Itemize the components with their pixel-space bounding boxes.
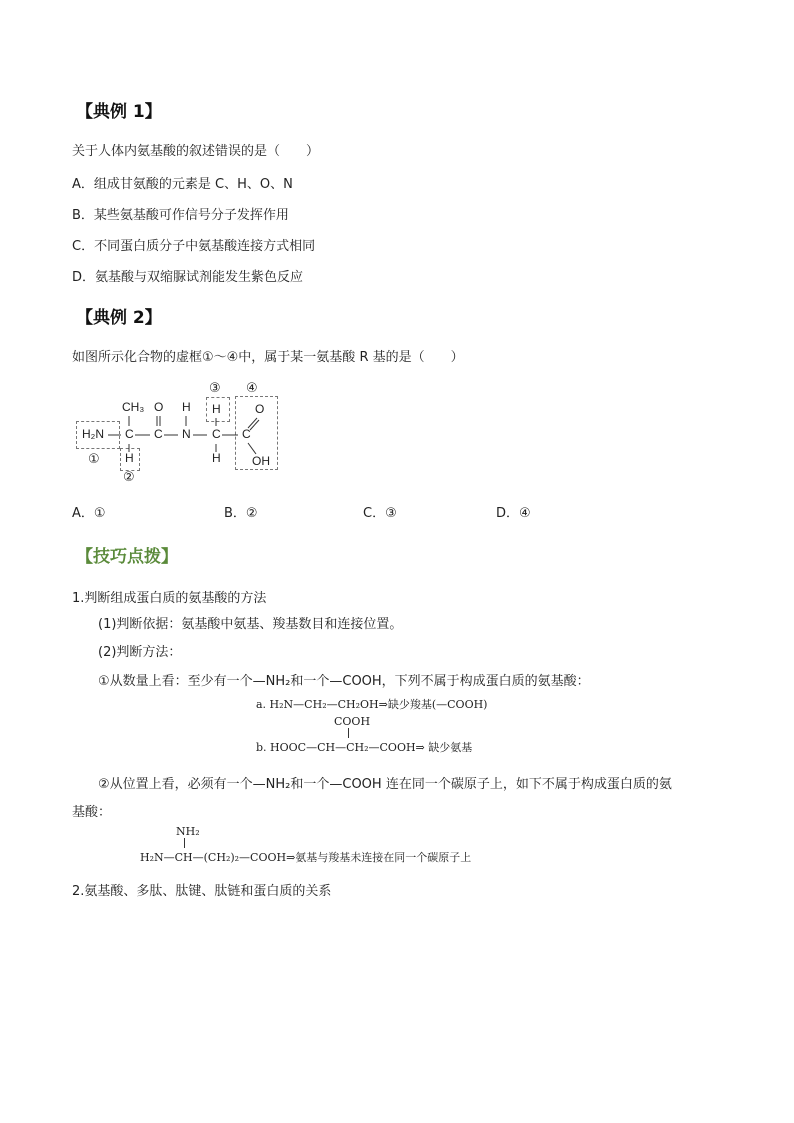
formula-c: H₂N—CH—(CH₂)₂—COOH⇒氨基与羧基未连接在同一个碳原子上 — [140, 851, 472, 864]
formula-b-bond — [348, 728, 349, 738]
box-label-1: ① — [88, 452, 100, 467]
example-2-title: 【典例 2】 — [76, 308, 162, 328]
tips-point-1a: (1)判断依据：氨基酸中氨基、羧基数目和连接位置。 — [98, 617, 403, 632]
atom-h-below: H — [125, 451, 134, 465]
tips-point-1b1: ①从数量上看：至少有一个—NH₂和一个—COOH，下列不属于构成蛋白质的氨基酸： — [98, 674, 590, 689]
tips-point-1: 1.判断组成蛋白质的氨基酸的方法 — [72, 591, 267, 606]
example-2-option-d: D．④ — [496, 506, 531, 521]
formula-c-top: NH₂ — [176, 825, 200, 838]
atom-ch3: CH₃ — [122, 400, 145, 414]
molecule-bonds — [0, 0, 300, 480]
atom-h-bottom: H — [212, 451, 221, 465]
example-2-option-a: A．① — [72, 506, 106, 521]
example-2-option-b: B．② — [224, 506, 258, 521]
example-1-option-b: B．某些氨基酸可作信号分子发挥作用 — [72, 208, 289, 223]
formula-c-bond — [184, 838, 185, 848]
atom-c3: C — [212, 427, 221, 441]
formula-a: a. H₂N—CH₂—CH₂OH⇒缺少羧基(—COOH) — [256, 698, 488, 711]
formula-b: b. HOOC—CH—CH₂—COOH⇒ 缺少氨基 — [256, 741, 473, 754]
atom-h-n: H — [182, 400, 191, 414]
atom-n: N — [182, 427, 191, 441]
atom-oh: OH — [252, 454, 270, 468]
example-1-stem: 关于人体内氨基酸的叙述错误的是（ ） — [72, 144, 320, 159]
atom-h2n: H₂N — [82, 427, 104, 441]
tips-title: 【技巧点拨】 — [76, 547, 178, 567]
atom-o1: O — [154, 400, 164, 414]
example-2-stem: 如图所示化合物的虚框①～④中，属于某一氨基酸 R 基的是（ ） — [72, 350, 464, 365]
box-label-2: ② — [123, 470, 135, 485]
example-1-title: 【典例 1】 — [76, 102, 162, 122]
formula-b-top: COOH — [334, 715, 371, 728]
box-label-3: ③ — [209, 381, 221, 396]
atom-c1: C — [125, 427, 134, 441]
tips-point-2: 2.氨基酸、多肽、肽键、肽链和蛋白质的关系 — [72, 884, 332, 899]
example-1-option-d: D．氨基酸与双缩脲试剂能发生紫色反应 — [72, 270, 304, 285]
example-1-option-a: A．组成甘氨酸的元素是 C、H、O、N — [72, 177, 293, 192]
tips-point-1b2-line2: 基酸： — [72, 805, 112, 820]
atom-c4: C — [242, 427, 251, 441]
atom-c2: C — [154, 427, 163, 441]
tips-point-1b: (2)判断方法： — [98, 645, 182, 660]
example-2-option-c: C．③ — [363, 506, 397, 521]
box-label-4: ④ — [246, 381, 258, 396]
tips-point-1b2-line1: ②从位置上看，必须有一个—NH₂和一个—COOH 连在同一个碳原子上，如下不属于构成蛋白质的氨 — [98, 777, 672, 792]
atom-o2: O — [255, 402, 265, 416]
example-1-option-c: C．不同蛋白质分子中氨基酸连接方式相同 — [72, 239, 316, 254]
atom-h-top: H — [212, 402, 221, 416]
